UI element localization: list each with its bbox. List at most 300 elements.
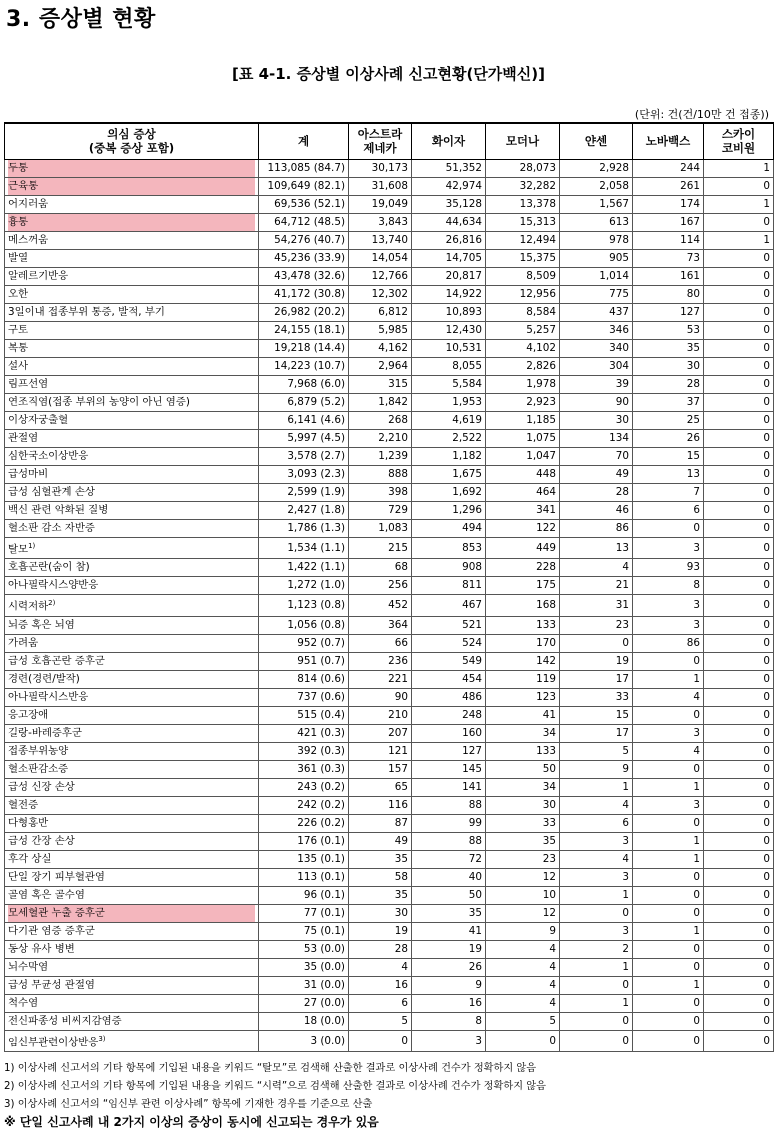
symptom-name-cell: 설사 [5,358,259,376]
footnote-ref: 3) [98,1034,106,1043]
janssen-cell: 70 [560,448,633,466]
total-cell: 45,236 (33.9) [259,250,349,268]
table-row [5,742,774,760]
moderna-cell: 4 [486,994,560,1012]
novavax-cell: 0 [633,520,704,538]
moderna-cell: 5,257 [486,322,560,340]
total-cell: 41,172 (30.8) [259,286,349,304]
janssen-cell: 0 [560,904,633,922]
skycovione-cell: 1 [704,232,774,250]
footnote-2: 2) 이상사례 신고서의 기타 항목에 기입된 내용을 키워드 “시력”으로 검색해 산출한 결과로 이상사례 건수가 정확하지 않음 [4,1081,546,1092]
header-skycovione: 스카이 코비원 [704,123,774,160]
astrazeneca-cell: 6 [349,994,412,1012]
total-cell: 18 (0.0) [259,1012,349,1030]
janssen-cell: 775 [560,286,633,304]
astrazeneca-cell: 19,049 [349,196,412,214]
moderna-cell: 41 [486,706,560,724]
total-cell: 109,649 (82.1) [259,178,349,196]
moderna-cell: 1,047 [486,448,560,466]
astrazeneca-cell: 6,812 [349,304,412,322]
janssen-cell: 23 [560,616,633,634]
moderna-cell: 12,494 [486,232,560,250]
skycovione-cell: 0 [704,376,774,394]
astrazeneca-cell: 1,842 [349,394,412,412]
pfizer-cell: 811 [412,577,486,595]
janssen-cell: 13 [560,538,633,559]
moderna-cell: 168 [486,595,560,616]
total-cell: 1,272 (1.0) [259,577,349,595]
moderna-cell: 133 [486,742,560,760]
symptom-name-cell: 림프선염 [5,376,259,394]
total-cell: 31 (0.0) [259,976,349,994]
symptom-name-cell: 백신 관련 악화된 질병 [5,502,259,520]
novavax-cell: 73 [633,250,704,268]
pfizer-cell: 467 [412,595,486,616]
symptom-name-cell: 전신파종성 비씨지감염증 [5,1012,259,1030]
pfizer-cell: 160 [412,724,486,742]
skycovione-cell: 0 [704,412,774,430]
astrazeneca-cell: 888 [349,466,412,484]
table-row [5,466,774,484]
janssen-cell: 5 [560,742,633,760]
symptom-name-cell: 이상자궁출혈 [5,412,259,430]
astrazeneca-cell: 0 [349,1030,412,1051]
novavax-cell: 8 [633,577,704,595]
total-cell: 14,223 (10.7) [259,358,349,376]
skycovione-cell: 0 [704,394,774,412]
table-row [5,868,774,886]
janssen-cell: 90 [560,394,633,412]
pfizer-cell: 16 [412,994,486,1012]
skycovione-cell: 0 [704,466,774,484]
astrazeneca-cell: 364 [349,616,412,634]
symptom-name-cell: 심한국소이상반응 [5,448,259,466]
table-row [5,1012,774,1030]
astrazeneca-cell: 398 [349,484,412,502]
pfizer-cell: 1,692 [412,484,486,502]
skycovione-cell: 0 [704,778,774,796]
novavax-cell: 261 [633,178,704,196]
skycovione-cell: 0 [704,577,774,595]
novavax-cell: 1 [633,850,704,868]
pfizer-cell: 26,816 [412,232,486,250]
moderna-cell: 30 [486,796,560,814]
total-cell: 1,422 (1.1) [259,559,349,577]
astrazeneca-cell: 207 [349,724,412,742]
pfizer-cell: 14,922 [412,286,486,304]
skycovione-cell: 0 [704,814,774,832]
pfizer-cell: 41 [412,922,486,940]
symptom-name-cell: 다기관 염증 증후군 [5,922,259,940]
novavax-cell: 3 [633,538,704,559]
symptom-name-cell: 모세혈관 누출 증후군 [5,904,259,922]
symptom-name-cell: 근육통 [5,178,259,196]
novavax-cell: 0 [633,1012,704,1030]
symptom-name-cell: 골염 혹은 골수염 [5,886,259,904]
astrazeneca-cell: 215 [349,538,412,559]
skycovione-cell: 0 [704,430,774,448]
astrazeneca-cell: 4 [349,958,412,976]
total-cell: 951 (0.7) [259,652,349,670]
total-cell: 361 (0.3) [259,760,349,778]
astrazeneca-cell: 66 [349,634,412,652]
moderna-cell: 10 [486,886,560,904]
skycovione-cell: 0 [704,760,774,778]
total-cell: 814 (0.6) [259,670,349,688]
novavax-cell: 0 [633,886,704,904]
moderna-cell: 1,185 [486,412,560,430]
novavax-cell: 1 [633,976,704,994]
symptom-name-cell: 호흡곤란(숨이 참) [5,559,259,577]
footnote-note: ※ 단일 신고사례 내 2가지 이상의 증상이 동시에 신고되는 경우가 있음 [4,1115,379,1129]
moderna-cell: 341 [486,502,560,520]
astrazeneca-cell: 5,985 [349,322,412,340]
total-cell: 515 (0.4) [259,706,349,724]
astrazeneca-cell: 31,608 [349,178,412,196]
novavax-cell: 174 [633,196,704,214]
table-row [5,850,774,868]
pfizer-cell: 521 [412,616,486,634]
moderna-cell: 464 [486,484,560,502]
total-cell: 27 (0.0) [259,994,349,1012]
janssen-cell: 15 [560,706,633,724]
table-row [5,430,774,448]
total-cell: 421 (0.3) [259,724,349,742]
footnote-ref: 1) [28,542,36,550]
table-row [5,304,774,322]
table-row [5,1030,774,1051]
header-moderna: 모더나 [486,123,560,160]
moderna-cell: 34 [486,778,560,796]
janssen-cell: 86 [560,520,633,538]
skycovione-cell: 0 [704,796,774,814]
novavax-cell: 161 [633,268,704,286]
pfizer-cell: 853 [412,538,486,559]
symptom-name-cell: 3일이내 접종부위 통증, 발적, 부기 [5,304,259,322]
total-cell: 242 (0.2) [259,796,349,814]
novavax-cell: 4 [633,742,704,760]
astrazeneca-cell: 116 [349,796,412,814]
symptom-name-cell: 흉통 [5,214,259,232]
symptom-table [4,122,774,1052]
table-row [5,595,774,616]
total-cell: 24,155 (18.1) [259,322,349,340]
astrazeneca-cell: 16 [349,976,412,994]
table-row [5,724,774,742]
pfizer-cell: 12,430 [412,322,486,340]
janssen-cell: 2,058 [560,178,633,196]
moderna-cell: 1,978 [486,376,560,394]
janssen-cell: 0 [560,976,633,994]
skycovione-cell: 0 [704,1030,774,1051]
astrazeneca-cell: 68 [349,559,412,577]
novavax-cell: 1 [633,778,704,796]
moderna-cell: 8,584 [486,304,560,322]
astrazeneca-cell: 5 [349,1012,412,1030]
astrazeneca-cell: 19 [349,922,412,940]
janssen-cell: 978 [560,232,633,250]
astrazeneca-cell: 210 [349,706,412,724]
novavax-cell: 1 [633,670,704,688]
total-cell: 19,218 (14.4) [259,340,349,358]
janssen-cell: 3 [560,832,633,850]
janssen-cell: 9 [560,760,633,778]
pfizer-cell: 8,055 [412,358,486,376]
header-pfizer: 화이자 [412,123,486,160]
table-row [5,760,774,778]
novavax-cell: 1 [633,832,704,850]
skycovione-cell: 0 [704,322,774,340]
skycovione-cell: 0 [704,652,774,670]
unit-note: (단위: 건(건/10만 건 접종)) [634,108,769,121]
janssen-cell: 2,928 [560,160,633,178]
astrazeneca-cell: 3,843 [349,214,412,232]
pfizer-cell: 549 [412,652,486,670]
table-row [5,538,774,559]
table-row [5,484,774,502]
skycovione-cell: 0 [704,538,774,559]
symptom-name-cell: 탈모$^{1)}$ [5,538,259,559]
astrazeneca-cell: 49 [349,832,412,850]
pfizer-cell: 14,705 [412,250,486,268]
header-symptom: 의심 증상 (중복 증상 포함) [5,123,259,160]
moderna-cell: 228 [486,559,560,577]
table-row [5,322,774,340]
janssen-cell: 0 [560,1030,633,1051]
table-row [5,994,774,1012]
astrazeneca-cell: 90 [349,688,412,706]
janssen-cell: 0 [560,1012,633,1030]
table-row [5,706,774,724]
pfizer-cell: 42,974 [412,178,486,196]
symptom-name-cell: 단일 장기 피부혈관염 [5,868,259,886]
total-cell: 3,093 (2.3) [259,466,349,484]
pfizer-cell: 26 [412,958,486,976]
astrazeneca-cell: 65 [349,778,412,796]
table-row [5,616,774,634]
symptom-name-cell: 동상 유사 병변 [5,940,259,958]
total-cell: 737 (0.6) [259,688,349,706]
astrazeneca-cell: 1,083 [349,520,412,538]
novavax-cell: 0 [633,760,704,778]
astrazeneca-cell: 157 [349,760,412,778]
symptom-name-cell: 혈전증 [5,796,259,814]
novavax-cell: 4 [633,688,704,706]
janssen-cell: 613 [560,214,633,232]
total-cell: 176 (0.1) [259,832,349,850]
novavax-cell: 0 [633,1030,704,1051]
symptom-name-cell: 아나필락시스반응 [5,688,259,706]
total-cell: 2,599 (1.9) [259,484,349,502]
symptom-name-cell: 급성 간장 손상 [5,832,259,850]
moderna-cell: 175 [486,577,560,595]
table-row [5,412,774,430]
skycovione-cell: 0 [704,688,774,706]
total-cell: 64,712 (48.5) [259,214,349,232]
janssen-cell: 1 [560,778,633,796]
skycovione-cell: 1 [704,160,774,178]
astrazeneca-cell: 30,173 [349,160,412,178]
astrazeneca-cell: 87 [349,814,412,832]
header-total: 계 [259,123,349,160]
novavax-cell: 53 [633,322,704,340]
total-cell: 113 (0.1) [259,868,349,886]
table-row [5,904,774,922]
moderna-cell: 1,075 [486,430,560,448]
total-cell: 3 (0.0) [259,1030,349,1051]
pfizer-cell: 5,584 [412,376,486,394]
skycovione-cell: 0 [704,178,774,196]
total-cell: 69,536 (52.1) [259,196,349,214]
novavax-cell: 0 [633,652,704,670]
novavax-cell: 26 [633,430,704,448]
janssen-cell: 340 [560,340,633,358]
table-row [5,358,774,376]
table-header-row [5,123,774,160]
total-cell: 26,982 (20.2) [259,304,349,322]
total-cell: 226 (0.2) [259,814,349,832]
total-cell: 1,786 (1.3) [259,520,349,538]
moderna-cell: 28,073 [486,160,560,178]
astrazeneca-cell: 1,239 [349,448,412,466]
janssen-cell: 19 [560,652,633,670]
table-row [5,268,774,286]
symptom-name-cell: 응고장애 [5,706,259,724]
table-row [5,886,774,904]
skycovione-cell: 0 [704,304,774,322]
table-title: [표 4-1. 증상별 이상사례 신고현황(단가백신)] [232,65,545,83]
skycovione-cell: 0 [704,340,774,358]
total-cell: 53 (0.0) [259,940,349,958]
astrazeneca-cell: 2,210 [349,430,412,448]
janssen-cell: 346 [560,322,633,340]
pfizer-cell: 486 [412,688,486,706]
symptom-name-cell: 시력저하$^{2)}$ [5,595,259,616]
symptom-name-cell: 뇌증 혹은 뇌염 [5,616,259,634]
symptom-name-cell: 척수염 [5,994,259,1012]
table-row [5,520,774,538]
moderna-cell: 8,509 [486,268,560,286]
pfizer-cell: 10,531 [412,340,486,358]
table-row [5,196,774,214]
pfizer-cell: 72 [412,850,486,868]
janssen-cell: 1,014 [560,268,633,286]
total-cell: 5,997 (4.5) [259,430,349,448]
table-row [5,250,774,268]
astrazeneca-cell: 236 [349,652,412,670]
symptom-name-cell: 뇌수막염 [5,958,259,976]
pfizer-cell: 1,953 [412,394,486,412]
footnote-1: 1) 이상사례 신고서의 기타 항목에 기입된 내용을 키워드 “탈모”로 검색해 산출한 결과로 이상사례 건수가 정확하지 않음 [4,1063,537,1074]
astrazeneca-cell: 12,302 [349,286,412,304]
pfizer-cell: 99 [412,814,486,832]
moderna-cell: 12,956 [486,286,560,304]
janssen-cell: 39 [560,376,633,394]
moderna-cell: 12 [486,868,560,886]
novavax-cell: 0 [633,706,704,724]
pfizer-cell: 1,182 [412,448,486,466]
skycovione-cell: 0 [704,559,774,577]
janssen-cell: 17 [560,670,633,688]
total-cell: 77 (0.1) [259,904,349,922]
pfizer-cell: 19 [412,940,486,958]
total-cell: 952 (0.7) [259,634,349,652]
janssen-cell: 1,567 [560,196,633,214]
moderna-cell: 142 [486,652,560,670]
pfizer-cell: 2,522 [412,430,486,448]
janssen-cell: 46 [560,502,633,520]
novavax-cell: 28 [633,376,704,394]
table-row [5,394,774,412]
skycovione-cell: 0 [704,886,774,904]
astrazeneca-cell: 221 [349,670,412,688]
symptom-name-cell: 두통 [5,160,259,178]
table-row [5,688,774,706]
table-row [5,652,774,670]
skycovione-cell: 0 [704,268,774,286]
section-title: 3. 증상별 현황 [6,7,156,32]
header-novavax: 노바백스 [633,123,704,160]
skycovione-cell: 0 [704,724,774,742]
astrazeneca-cell: 256 [349,577,412,595]
table-row [5,634,774,652]
novavax-cell: 15 [633,448,704,466]
skycovione-cell: 0 [704,994,774,1012]
skycovione-cell: 0 [704,940,774,958]
symptom-name-cell: 길랑-바레증후군 [5,724,259,742]
moderna-cell: 2,923 [486,394,560,412]
symptom-name-cell: 아나필락시스양반응 [5,577,259,595]
table-row [5,814,774,832]
symptom-name-cell: 혈소판감소증 [5,760,259,778]
skycovione-cell: 0 [704,448,774,466]
table-row [5,832,774,850]
janssen-cell: 4 [560,559,633,577]
janssen-cell: 21 [560,577,633,595]
janssen-cell: 6 [560,814,633,832]
table-row [5,958,774,976]
pfizer-cell: 9 [412,976,486,994]
symptom-name-cell: 급성 심혈관계 손상 [5,484,259,502]
pfizer-cell: 1,296 [412,502,486,520]
moderna-cell: 133 [486,616,560,634]
moderna-cell: 5 [486,1012,560,1030]
pfizer-cell: 145 [412,760,486,778]
moderna-cell: 9 [486,922,560,940]
pfizer-cell: 127 [412,742,486,760]
astrazeneca-cell: 35 [349,886,412,904]
astrazeneca-cell: 2,964 [349,358,412,376]
pfizer-cell: 524 [412,634,486,652]
novavax-cell: 13 [633,466,704,484]
pfizer-cell: 454 [412,670,486,688]
novavax-cell: 86 [633,634,704,652]
pfizer-cell: 4,619 [412,412,486,430]
janssen-cell: 3 [560,922,633,940]
janssen-cell: 2 [560,940,633,958]
novavax-cell: 0 [633,814,704,832]
moderna-cell: 15,375 [486,250,560,268]
header-janssen: 얀센 [560,123,633,160]
astrazeneca-cell: 268 [349,412,412,430]
table-row [5,502,774,520]
janssen-cell: 1 [560,886,633,904]
moderna-cell: 34 [486,724,560,742]
table-row [5,976,774,994]
skycovione-cell: 0 [704,520,774,538]
skycovione-cell: 0 [704,850,774,868]
moderna-cell: 12 [486,904,560,922]
